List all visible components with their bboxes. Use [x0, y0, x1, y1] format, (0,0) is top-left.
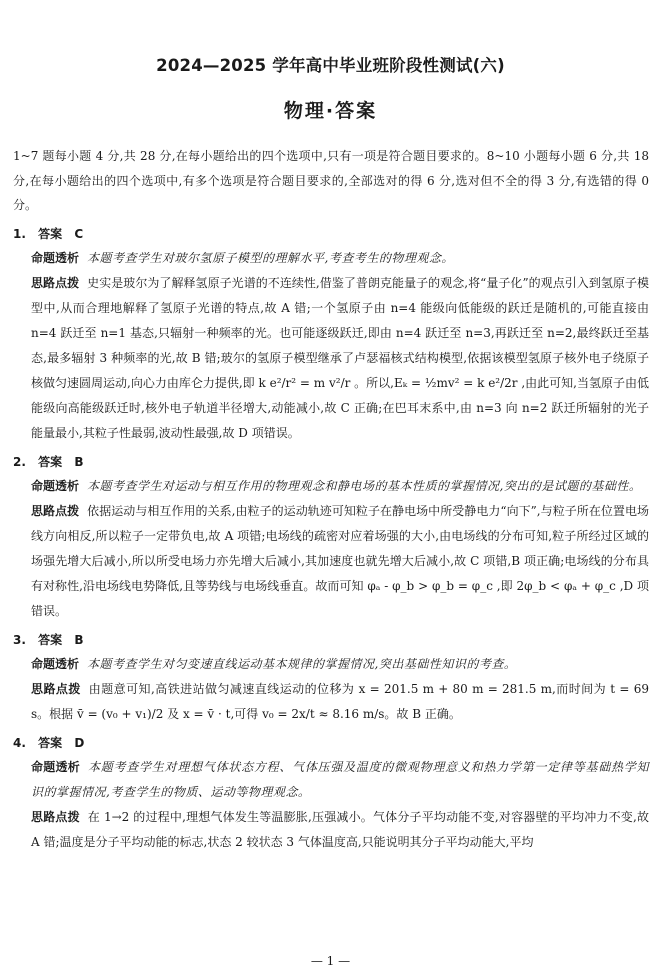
- question-block: [13, 222, 649, 446]
- answer-value: B: [74, 632, 84, 647]
- hint-paragraph: [31, 499, 649, 624]
- analysis-paragraph: [31, 246, 649, 271]
- answer-label: 答案: [38, 226, 63, 241]
- question-header: [13, 222, 649, 246]
- hint-label: 思路点拨: [31, 809, 80, 824]
- hint-text: 在 1→2 的过程中,理想气体发生等温膨胀,压强减小。气体分子平均动能不变,对容器壁的平均冲力不变,故 A 错;温度是分子平均动能的标志,状态 2 较状态 3 气体温度高,只能说明其分子平均动能大,平均: [31, 809, 649, 849]
- answer-value: C: [74, 226, 84, 241]
- analysis-paragraph: [31, 474, 649, 499]
- analysis-text: 本题考查学生对玻尔氢原子模型的理解水平,考查考生的物理观念。: [87, 250, 454, 265]
- question-number: 4.: [13, 735, 26, 750]
- hint-paragraph: [31, 805, 649, 855]
- answer-value: D: [74, 735, 85, 750]
- document-body: [13, 144, 649, 855]
- analysis-text: 本题考查学生对运动与相互作用的物理观念和静电场的基本性质的掌握情况,突出的是试题的基础性。: [87, 478, 642, 493]
- analysis-text: 本题考查学生对理想气体状态方程、气体压强及温度的微观物理意义和热力学第一定律等基础热学知识的掌握情况,考查学生的物质、运动等物理观念。: [31, 759, 649, 799]
- analysis-label: 命题透析: [31, 478, 80, 493]
- hint-label: 思路点拨: [31, 275, 80, 290]
- analysis-label: 命题透析: [31, 759, 81, 774]
- hint-text: 史实是玻尔为了解释氢原子光谱的不连续性,借鉴了普朗克能量子的观念,将“量子化”的观点引入到氢原子模型中,从而合理地解释了氢原子光谱的特点,故 A 错;一个氢原子由 n=4 能级向低能级的跃迁是随机的,可能直接由 n=4 跃迁至 n=1 基态,只辐射一种频率的光。也可能逐级跃迁,即由 n=4 跃迁至 n=3,再跃迁至 n=2,最终跃迁至基态,最多辐射 3 种频率的光,故 B 错;玻尔的氢原子模型继承了卢瑟福核式结构模型,依据该模型氢原子核外电子绕原子核做匀速圆周运动,向心力由库仑力提供,即 k e²/r² = m v²/r 。所以,Eₖ = ½mv² = k e²/2r ,由此可知,当氢原子由低能级向高能级跃迁时,核外电子轨道半径增大,动能减小,故 C 正确;在巴耳末系中,由 n=3 向 n=2 跃迁所辐射的光子能量最小,其粒子性最弱,波动性最强,故 D 项错误。: [31, 275, 649, 440]
- question-number: 1.: [13, 226, 26, 241]
- hint-paragraph: [31, 677, 649, 727]
- document-subtitle: 物理·答案: [283, 100, 378, 122]
- question-block: [13, 450, 649, 624]
- document-title: 2024—2025 学年高中毕业班阶段性测试(六): [156, 56, 505, 75]
- hint-paragraph: [31, 271, 649, 446]
- question-number: 2.: [13, 454, 26, 469]
- analysis-label: 命题透析: [31, 656, 80, 671]
- question-block: [13, 731, 649, 855]
- question-header: [13, 628, 649, 652]
- hint-label: 思路点拨: [31, 503, 80, 518]
- question-block: [13, 628, 649, 727]
- analysis-text: 本题考查学生对匀变速直线运动基本规律的掌握情况,突出基础性知识的考查。: [87, 656, 517, 671]
- answer-value: B: [74, 454, 84, 469]
- hint-text: 依据运动与相互作用的关系,由粒子的运动轨迹可知粒子在静电场中所受静电力“向下”,与粒子所在位置电场线方向相反,所以粒子一定带负电,故 A 项错;电场线的疏密对应着场强的大小,由电场线的分布可知,粒子所经过区域的场强先增大后减小,所以所受电场力亦先增大后减小,其加速度也就先增大后减小,故 C 项错,B 项正确;电场线的分布具有对称性,沿电场线电势降低,且等势线与电场线垂直。故而可知 φₐ - φ_b > φ_b = φ_c ,即 2φ_b < φₐ + φ_c ,D 项错误。: [31, 503, 649, 618]
- scoring-instructions: 1~7 题每小题 4 分,共 28 分,在每小题给出的四个选项中,只有一项是符合题目要求的。8~10 小题每小题 6 分,共 18 分,在每小题给出的四个选项中,有多个选项是符合题目要求的,全部选对的得 6 分,选对但不全的得 3 分,有选错的得 0 分。: [13, 149, 649, 212]
- question-number: 3.: [13, 632, 26, 647]
- hint-label: 思路点拨: [31, 681, 81, 696]
- analysis-label: 命题透析: [31, 250, 80, 265]
- question-header: [13, 450, 649, 474]
- answer-label: 答案: [38, 454, 63, 469]
- analysis-paragraph: [31, 755, 649, 805]
- analysis-paragraph: [31, 652, 649, 677]
- question-header: [13, 731, 649, 755]
- page-number: — 1 —: [310, 954, 351, 968]
- answer-label: 答案: [38, 632, 63, 647]
- hint-text: 由题意可知,高铁进站做匀减速直线运动的位移为 x = 201.5 m + 80 m = 281.5 m,而时间为 t = 69 s。根据 v̄ = (v₀ + v₁)/2 及 x = v̄ · t,可得 v₀ = 2x/t ≈ 8.16 m/s。故 B 正确。: [31, 681, 649, 721]
- answer-label: 答案: [38, 735, 63, 750]
